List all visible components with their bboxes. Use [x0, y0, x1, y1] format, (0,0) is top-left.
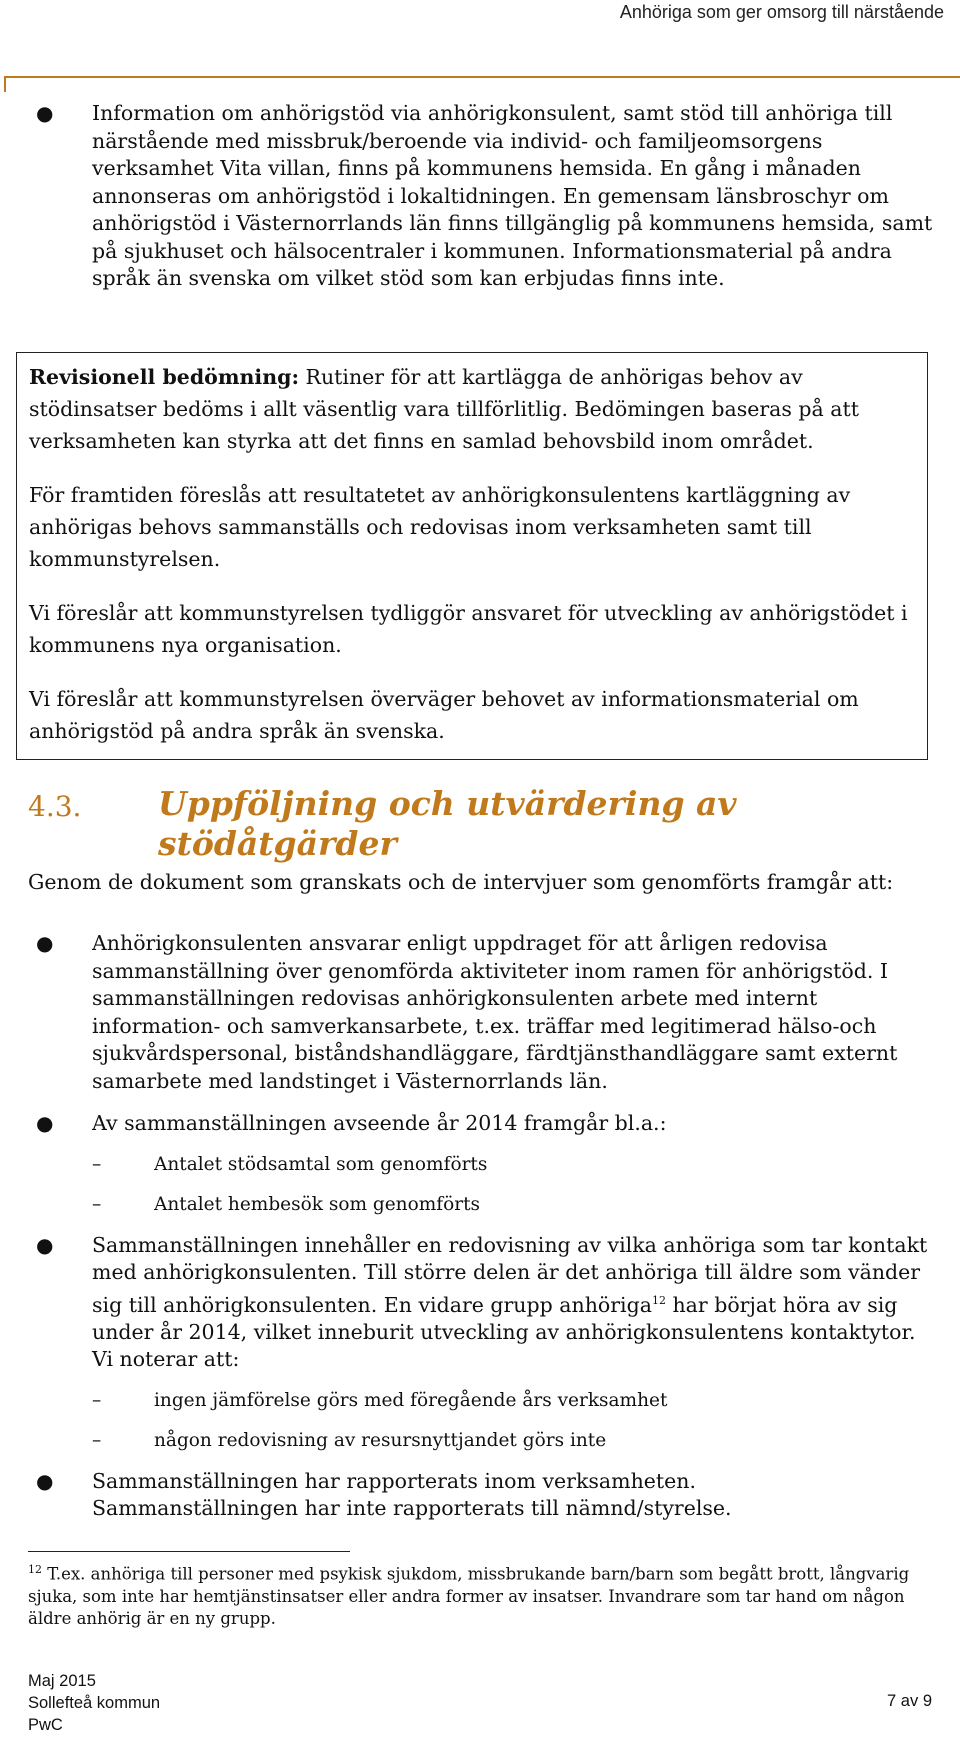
footer-date: Maj 2015 [28, 1672, 96, 1690]
list-item [28, 1232, 938, 1453]
dash-icon: – [92, 1429, 102, 1451]
section-intro: Genom de dokument som granskats och de intervjuer som genomförts framgår att: [28, 870, 894, 894]
sub-item-text: ingen jämförelse görs med föregående års verksamhet [154, 1389, 668, 1411]
sub-item-text: någon redovisning av resursnyttjandet görs inte [154, 1429, 607, 1451]
assessment-text: Rutiner för att kartlägga de anhörigas behov av stödinsatser bedöms i allt väsentlig vara tillförlitlig. Bedömingen baseras på att verksamheten kan styrka att det finns en samlad behovsbild inom området. [29, 365, 859, 453]
sub-list [92, 1388, 938, 1453]
page-number: 7 av 9 [887, 1692, 932, 1710]
intro-bullet-list [28, 100, 938, 293]
list-item [28, 1468, 938, 1523]
footnote-separator [28, 1551, 350, 1552]
section-number: 4.3. [28, 790, 82, 823]
list-item [28, 930, 938, 1095]
finding-text-continued: har börjat höra av sig under år 2014, vilket inneburit utveckling av anhörigkonsulentens kontaktytor. Vi noterar att: [92, 1292, 916, 1372]
sub-list-item [92, 1388, 938, 1413]
recommendation-paragraph: Vi föreslår att kommunstyrelsen överväger behovet av informationsmaterial om anhörigstöd på andra språk än svenska. [29, 687, 859, 743]
footer-firm: PwC [28, 1716, 63, 1734]
sub-list-item [92, 1152, 938, 1177]
section-heading: Uppföljning och utvärdering av stödåtgärder [158, 784, 737, 863]
bullet-icon: ● [36, 931, 54, 955]
sub-item-text: Antalet hembesök som genomförts [154, 1193, 481, 1215]
dash-icon: – [92, 1389, 102, 1411]
running-header: Anhöriga som ger omsorg till närstående [619, 2, 944, 22]
intro-bullet-text: Information om anhörigstöd via anhörigkonsulent, samt stöd till anhöriga till närstående med missbruk/beroende via individ- och familjeomsorgens verksamhet Vita villan, finns på kommunens hemsida. En gång i månaden annonseras om anhörigstöd i lokaltidningen. En gemensam länsbroschyr om anhörigstöd i Västernorrlands län finns tillgänglig på kommunens hemsida, samt på sjukhuset och hälsocentraler i kommunen. Informationsmaterial på andra språk än svenska om vilket stöd som kan erbjudas finns inte. [92, 101, 933, 290]
finding-text: Anhörigkonsulenten ansvarar enligt uppdraget för att årligen redovisa sammanställning över genomförda aktiviteter inom ramen för anhörigstöd. I sammanställningen redovisas anhörigkonsulenten arbete med internt information- och samverkansarbete, t.ex. träffar med legitimerad hälso-och sjukvårdspersonal, biståndshandläggare, färdtjänsthandläggare samt externt samarbete med landstinget i Västernorrlands län. [92, 931, 898, 1093]
sub-list-item [92, 1428, 938, 1453]
finding-text: Sammanställningen innehåller en redovisning av vilka anhöriga som tar kontakt med anhörigkonsulenten. Till större delen är det anhöriga till äldre som vänder sig till anhörigkonsulenten. En vidare grupp anhöriga [92, 1232, 928, 1317]
sub-list [92, 1152, 938, 1217]
assessment-lead: Revisionell bedömning: [29, 365, 300, 389]
bullet-icon: ● [36, 1468, 54, 1493]
footer-organization: Sollefteå kommun [28, 1694, 161, 1712]
assessment-paragraph [29, 361, 915, 457]
assessment-box [16, 352, 928, 760]
bullet-icon: ● [36, 1111, 54, 1135]
header-corner-tick [4, 76, 6, 92]
footnote-reference[interactable]: 12 [651, 1293, 666, 1307]
bullet-icon: ● [36, 1232, 54, 1257]
sub-item-text: Antalet stödsamtal som genomförts [154, 1153, 488, 1175]
footnote [28, 1559, 928, 1630]
list-item [28, 1110, 938, 1217]
finding-text: Sammanställningen har inte rapporterats till nämnd/styrelse. [92, 1496, 732, 1521]
findings-bullet-list [28, 930, 938, 1538]
footnote-number: 12 [28, 1563, 42, 1576]
footnote-text: T.ex. anhöriga till personer med psykisk sjukdom, missbrukande barn/barn som begått brott, långvarig sjuka, som inte har hemtjänstinsatser eller andra former av insatser. Invandrare som tar hand om någon äldre anhörig är en ny grupp. [28, 1564, 910, 1628]
recommendation-paragraph: För framtiden föreslås att resultatetet av anhörigkonsulentens kartläggning av anhörigas behovs sammanställs och redovisas inom verksamheten samt till kommunstyrelsen. [29, 483, 851, 571]
sub-list-item [92, 1192, 938, 1217]
finding-text: Sammanställningen har rapporterats inom verksamheten. [92, 1468, 697, 1493]
page-footer [28, 1670, 160, 1736]
bullet-icon: ● [36, 101, 54, 125]
dash-icon: – [92, 1193, 102, 1215]
recommendation-paragraph: Vi föreslår att kommunstyrelsen tydliggör ansvaret för utveckling av anhörigstödet i kommunens nya organisation. [29, 601, 908, 657]
dash-icon: – [92, 1153, 102, 1175]
finding-text: Av sammanställningen avseende år 2014 framgår bl.a.: [92, 1111, 667, 1135]
header-rule [4, 76, 960, 78]
list-item [28, 100, 938, 293]
